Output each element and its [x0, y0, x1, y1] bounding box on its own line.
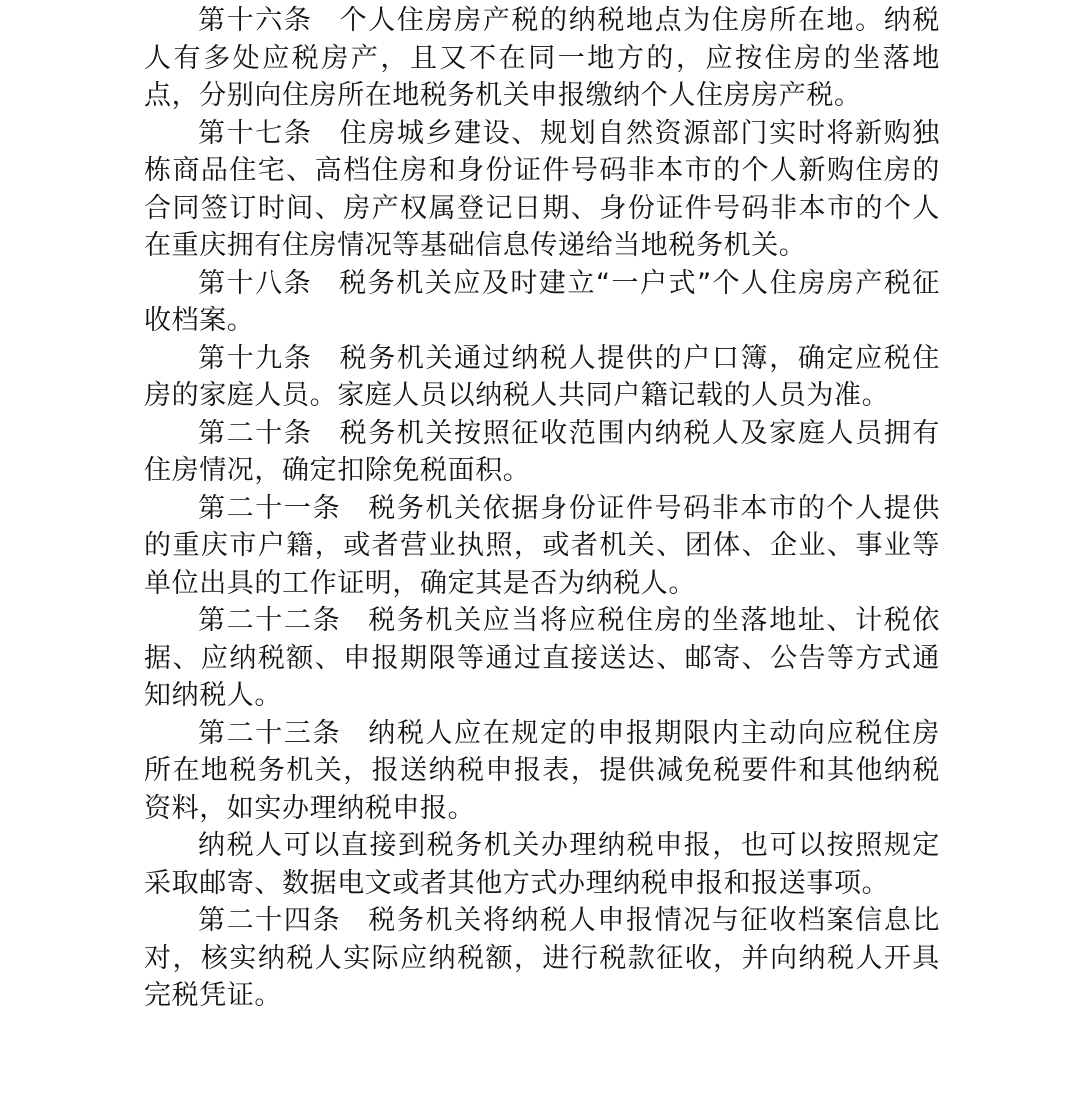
- article-text: 税务机关将纳税人申报情况与征收档案信息比对，核实纳税人实际应纳税额，进行税款征收，并向纳税人开具完税凭证。: [144, 905, 941, 1011]
- article-number: 第十七条: [198, 117, 313, 149]
- article-19-paragraph: [144, 340, 940, 415]
- article-20-paragraph: [144, 415, 940, 490]
- article-22-paragraph: [144, 602, 940, 715]
- article-24-paragraph: [144, 902, 940, 1015]
- article-text: 税务机关应及时建立“一户式”个人住房房产税征收档案。: [144, 267, 940, 336]
- article-23-continuation-paragraph: [144, 827, 940, 902]
- article-16-paragraph: [144, 2, 940, 115]
- article-text: 税务机关通过纳税人提供的户口簿，确定应税住房的家庭人员。家庭人员以纳税人共同户籍记载的人员为准。: [144, 342, 940, 411]
- article-number: 第二十三条: [198, 717, 342, 749]
- article-18-paragraph: [144, 265, 940, 340]
- article-number: 第十九条: [198, 342, 313, 374]
- article-text: 税务机关依据身份证件号码非本市的个人提供的重庆市户籍，或者营业执照，或者机关、团体、企业、事业等单位出具的工作证明，确定其是否为纳税人。: [144, 492, 941, 599]
- article-text: 纳税人应在规定的申报期限内主动向应税住房所在地税务机关，报送纳税申报表，提供减免税要件和其他纳税资料，如实办理纳税申报。: [144, 717, 941, 824]
- article-number: 第二十一条: [198, 492, 342, 524]
- article-text: 住房城乡建设、规划自然资源部门实时将新购独栋商品住宅、高档住房和身份证件号码非本市的个人新购住房的合同签订时间、房产权属登记日期、身份证件号码非本市的个人在重庆拥有住房情况等基础信息传递给当地税务机关。: [144, 117, 940, 261]
- article-text: 个人住房房产税的纳税地点为住房所在地。纳税人有多处应税房产，且又不在同一地方的，应按住房的坐落地点，分别向住房所在地税务机关申报缴纳个人住房房产税。: [144, 5, 940, 111]
- article-number: 第十八条: [198, 267, 313, 299]
- article-17-paragraph: [144, 115, 940, 265]
- document-body: [144, 2, 940, 1015]
- article-number: 第二十条: [198, 417, 313, 449]
- article-number: 第二十四条: [198, 905, 342, 936]
- article-number: 第十六条: [198, 5, 313, 36]
- article-21-paragraph: [144, 490, 940, 603]
- article-text: 纳税人可以直接到税务机关办理纳税申报，也可以按照规定采取邮寄、数据电文或者其他方式办理纳税申报和报送事项。: [144, 830, 940, 899]
- article-23-paragraph: [144, 715, 940, 828]
- article-text: 税务机关应当将应税住房的坐落地址、计税依据、应纳税额、申报期限等通过直接送达、邮寄、公告等方式通知纳税人。: [144, 605, 941, 711]
- article-number: 第二十二条: [198, 605, 342, 636]
- article-text: 税务机关按照征收范围内纳税人及家庭人员拥有住房情况，确定扣除免税面积。: [144, 417, 940, 486]
